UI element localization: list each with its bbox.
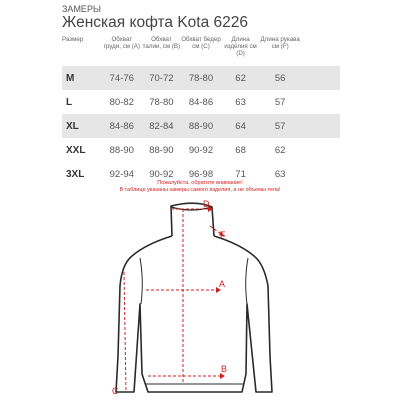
- table-cell: 84-86: [188, 96, 214, 108]
- header-sleeve: Длина рукава см (F): [260, 36, 300, 50]
- table-row: [62, 90, 340, 114]
- table-cell: 90-92: [149, 168, 174, 180]
- section-label: ЗАМЕРЫ: [62, 4, 101, 14]
- label-d: D: [203, 199, 210, 209]
- table-cell: 71: [235, 168, 246, 180]
- table-cell: 68: [235, 144, 246, 156]
- garment-diagram: [0, 196, 400, 400]
- notice-line-1: Пожалуйста, обратите внимание!: [157, 180, 243, 186]
- table-cell: 88-90: [188, 120, 214, 132]
- table-row: [62, 114, 340, 138]
- table-cell: 74-76: [109, 72, 134, 84]
- header-hips: Обхват бедер см (С): [181, 36, 221, 50]
- header-length: Длина изделия см (D): [224, 36, 257, 57]
- table-cell: 62: [274, 144, 286, 156]
- table-row: [62, 138, 340, 162]
- label-c: C: [112, 386, 119, 396]
- label-a: A: [219, 279, 226, 289]
- table-cell: 90-92: [188, 144, 214, 156]
- right-armhole-seam: [246, 258, 248, 304]
- measurement-notice: [0, 180, 400, 194]
- table-cell: 96-98: [188, 168, 214, 180]
- table-cell: 84-86: [109, 120, 134, 132]
- header-chest: Обхват груди, см (А): [103, 36, 140, 50]
- size-cell: L: [66, 96, 73, 108]
- table-cell: 57: [274, 120, 286, 132]
- table-cell: 78-80: [188, 72, 214, 84]
- table-cell: 63: [274, 168, 286, 180]
- size-table: [62, 36, 340, 186]
- table-cell: 56: [274, 72, 286, 84]
- table-cell: 70-72: [149, 72, 174, 84]
- header-waist: Обхват талии, см (В): [142, 36, 181, 50]
- measure-line-c: [124, 272, 126, 392]
- size-cell: 3XL: [66, 168, 85, 180]
- size-cell: XL: [66, 120, 79, 132]
- size-cell: M: [66, 72, 75, 84]
- product-title: Женская кофта Kota 6226: [62, 14, 249, 31]
- size-cell: XXL: [66, 144, 86, 156]
- table-cell: 78-80: [149, 96, 174, 108]
- table-cell: 80-82: [109, 96, 134, 108]
- label-f: F: [220, 230, 226, 240]
- table-header: [62, 36, 340, 66]
- left-armhole-seam: [140, 258, 142, 304]
- notice-line-2: В таблице указаны замеры самого изделия, а не объемы тела!: [119, 187, 281, 193]
- header-size: Размер: [62, 36, 84, 43]
- body-outline: [116, 236, 272, 392]
- table-cell: 82-84: [149, 120, 174, 132]
- label-b: B: [221, 364, 228, 374]
- table-cell: 64: [235, 120, 246, 132]
- table-cell: 57: [274, 96, 286, 108]
- table-row: [62, 66, 340, 90]
- table-cell: 88-90: [149, 144, 174, 156]
- table-cell: 92-94: [109, 168, 134, 180]
- table-cell: 62: [235, 72, 246, 84]
- table-cell: 88-90: [109, 144, 134, 156]
- table-cell: 63: [235, 96, 246, 108]
